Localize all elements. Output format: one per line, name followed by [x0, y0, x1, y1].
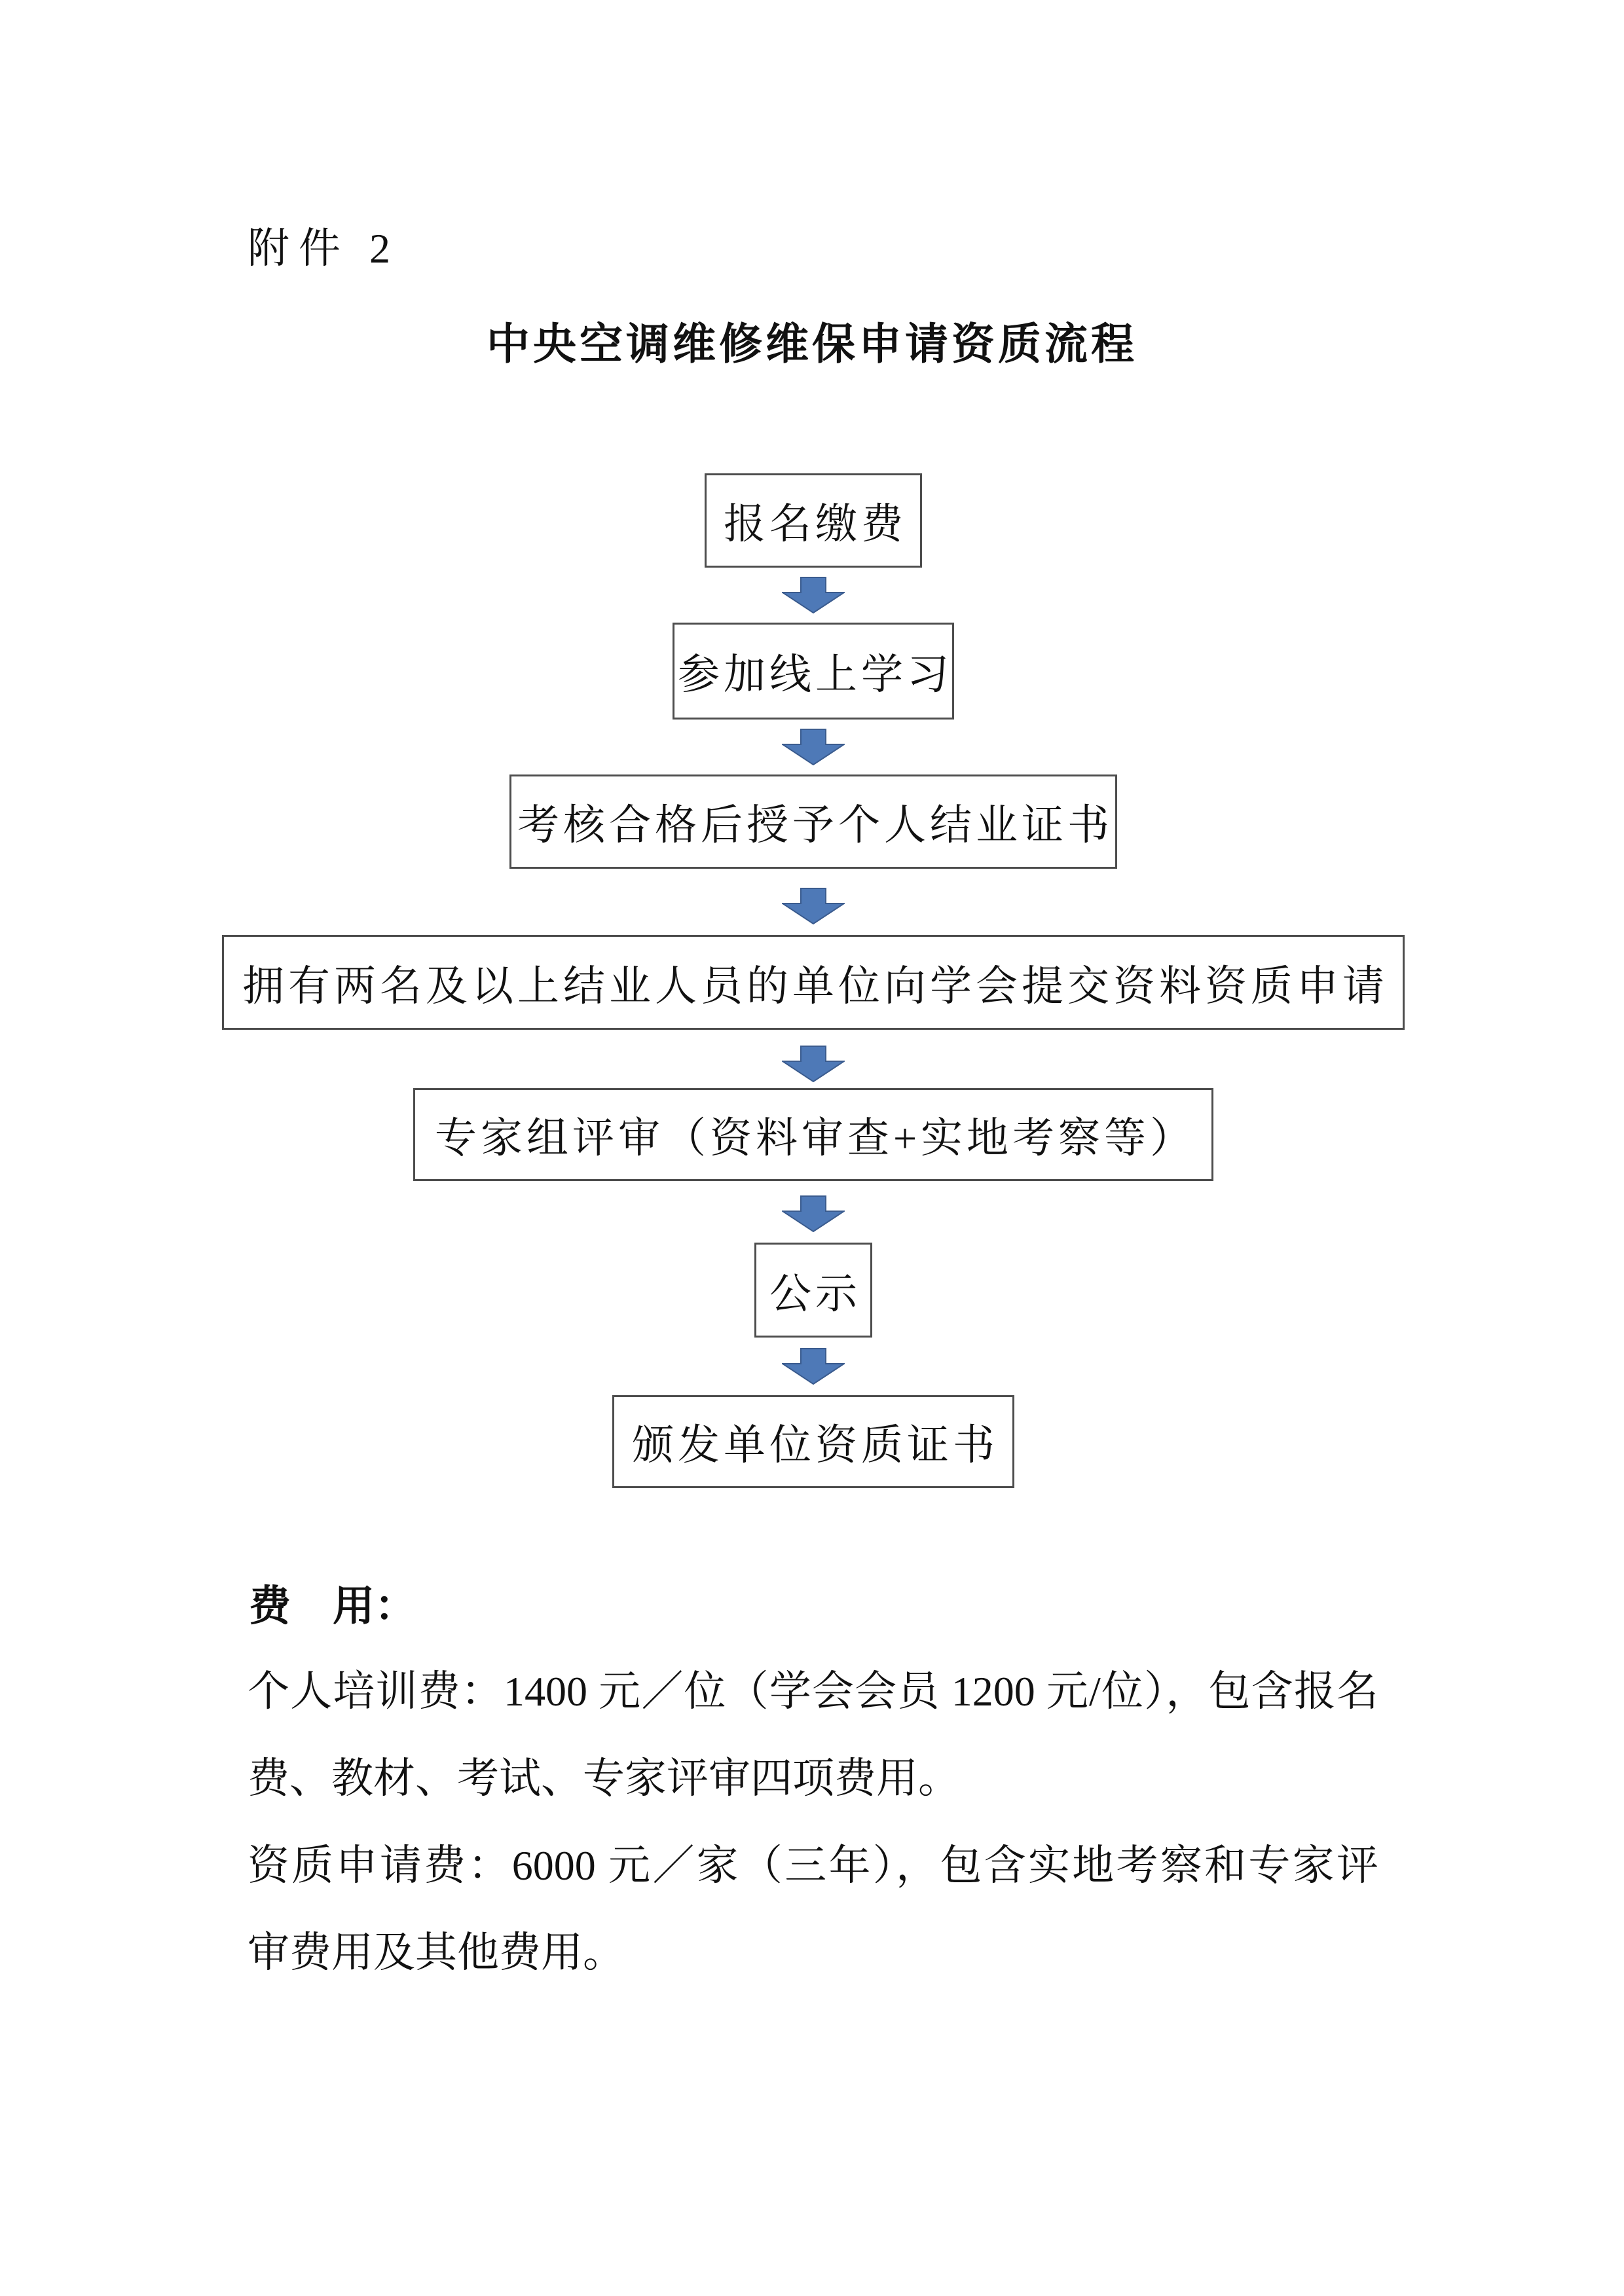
- down-arrow-icon: [782, 577, 845, 613]
- flow-step-public-notice: [754, 1243, 872, 1338]
- flow-step-unit-application: [222, 935, 1405, 1030]
- flow-step-label: 拥有两名及以上结业人员的单位向学会提交资料资质申请: [242, 962, 1388, 1010]
- flow-step-label: 颁发单位资质证书: [632, 1422, 999, 1468]
- flow-step-label: 报名缴费: [724, 501, 907, 547]
- down-arrow-icon: [782, 729, 845, 765]
- fee-line: 审费用及其他费用。: [248, 1929, 625, 1976]
- flow-step-label: 参加线上学习: [678, 651, 953, 698]
- fee-line: 费、教材、考试、专家评审四项费用。: [248, 1755, 960, 1802]
- fee-line: 个人培训费：1400 元／位（学会会员 1200 元/位），包含报名: [248, 1668, 1378, 1715]
- down-arrow-icon: [782, 1046, 845, 1082]
- flow-step-online-study: [673, 623, 954, 720]
- down-arrow-icon: [782, 888, 845, 924]
- flow-step-label: 专家组评审（资料审查+实地考察等）: [434, 1115, 1196, 1161]
- flow-step-label: 考核合格后授予个人结业证书: [517, 802, 1113, 848]
- attachment-label: 附件 2: [248, 225, 399, 272]
- flow-step-personal-certificate: [509, 774, 1117, 869]
- fees-heading: 费 用：: [249, 1583, 416, 1630]
- down-arrow-icon: [782, 1348, 845, 1385]
- page-title: 中央空调维修维保申请资质流程: [487, 321, 1137, 369]
- flow-step-registration: [705, 473, 922, 568]
- fee-line: 资质申请费：6000 元／家（三年），包含实地考察和专家评: [248, 1842, 1378, 1889]
- flow-step-expert-review: [413, 1088, 1213, 1181]
- down-arrow-icon: [782, 1195, 845, 1232]
- flow-step-unit-certificate: [612, 1395, 1014, 1488]
- flow-step-label: 公示: [769, 1270, 861, 1317]
